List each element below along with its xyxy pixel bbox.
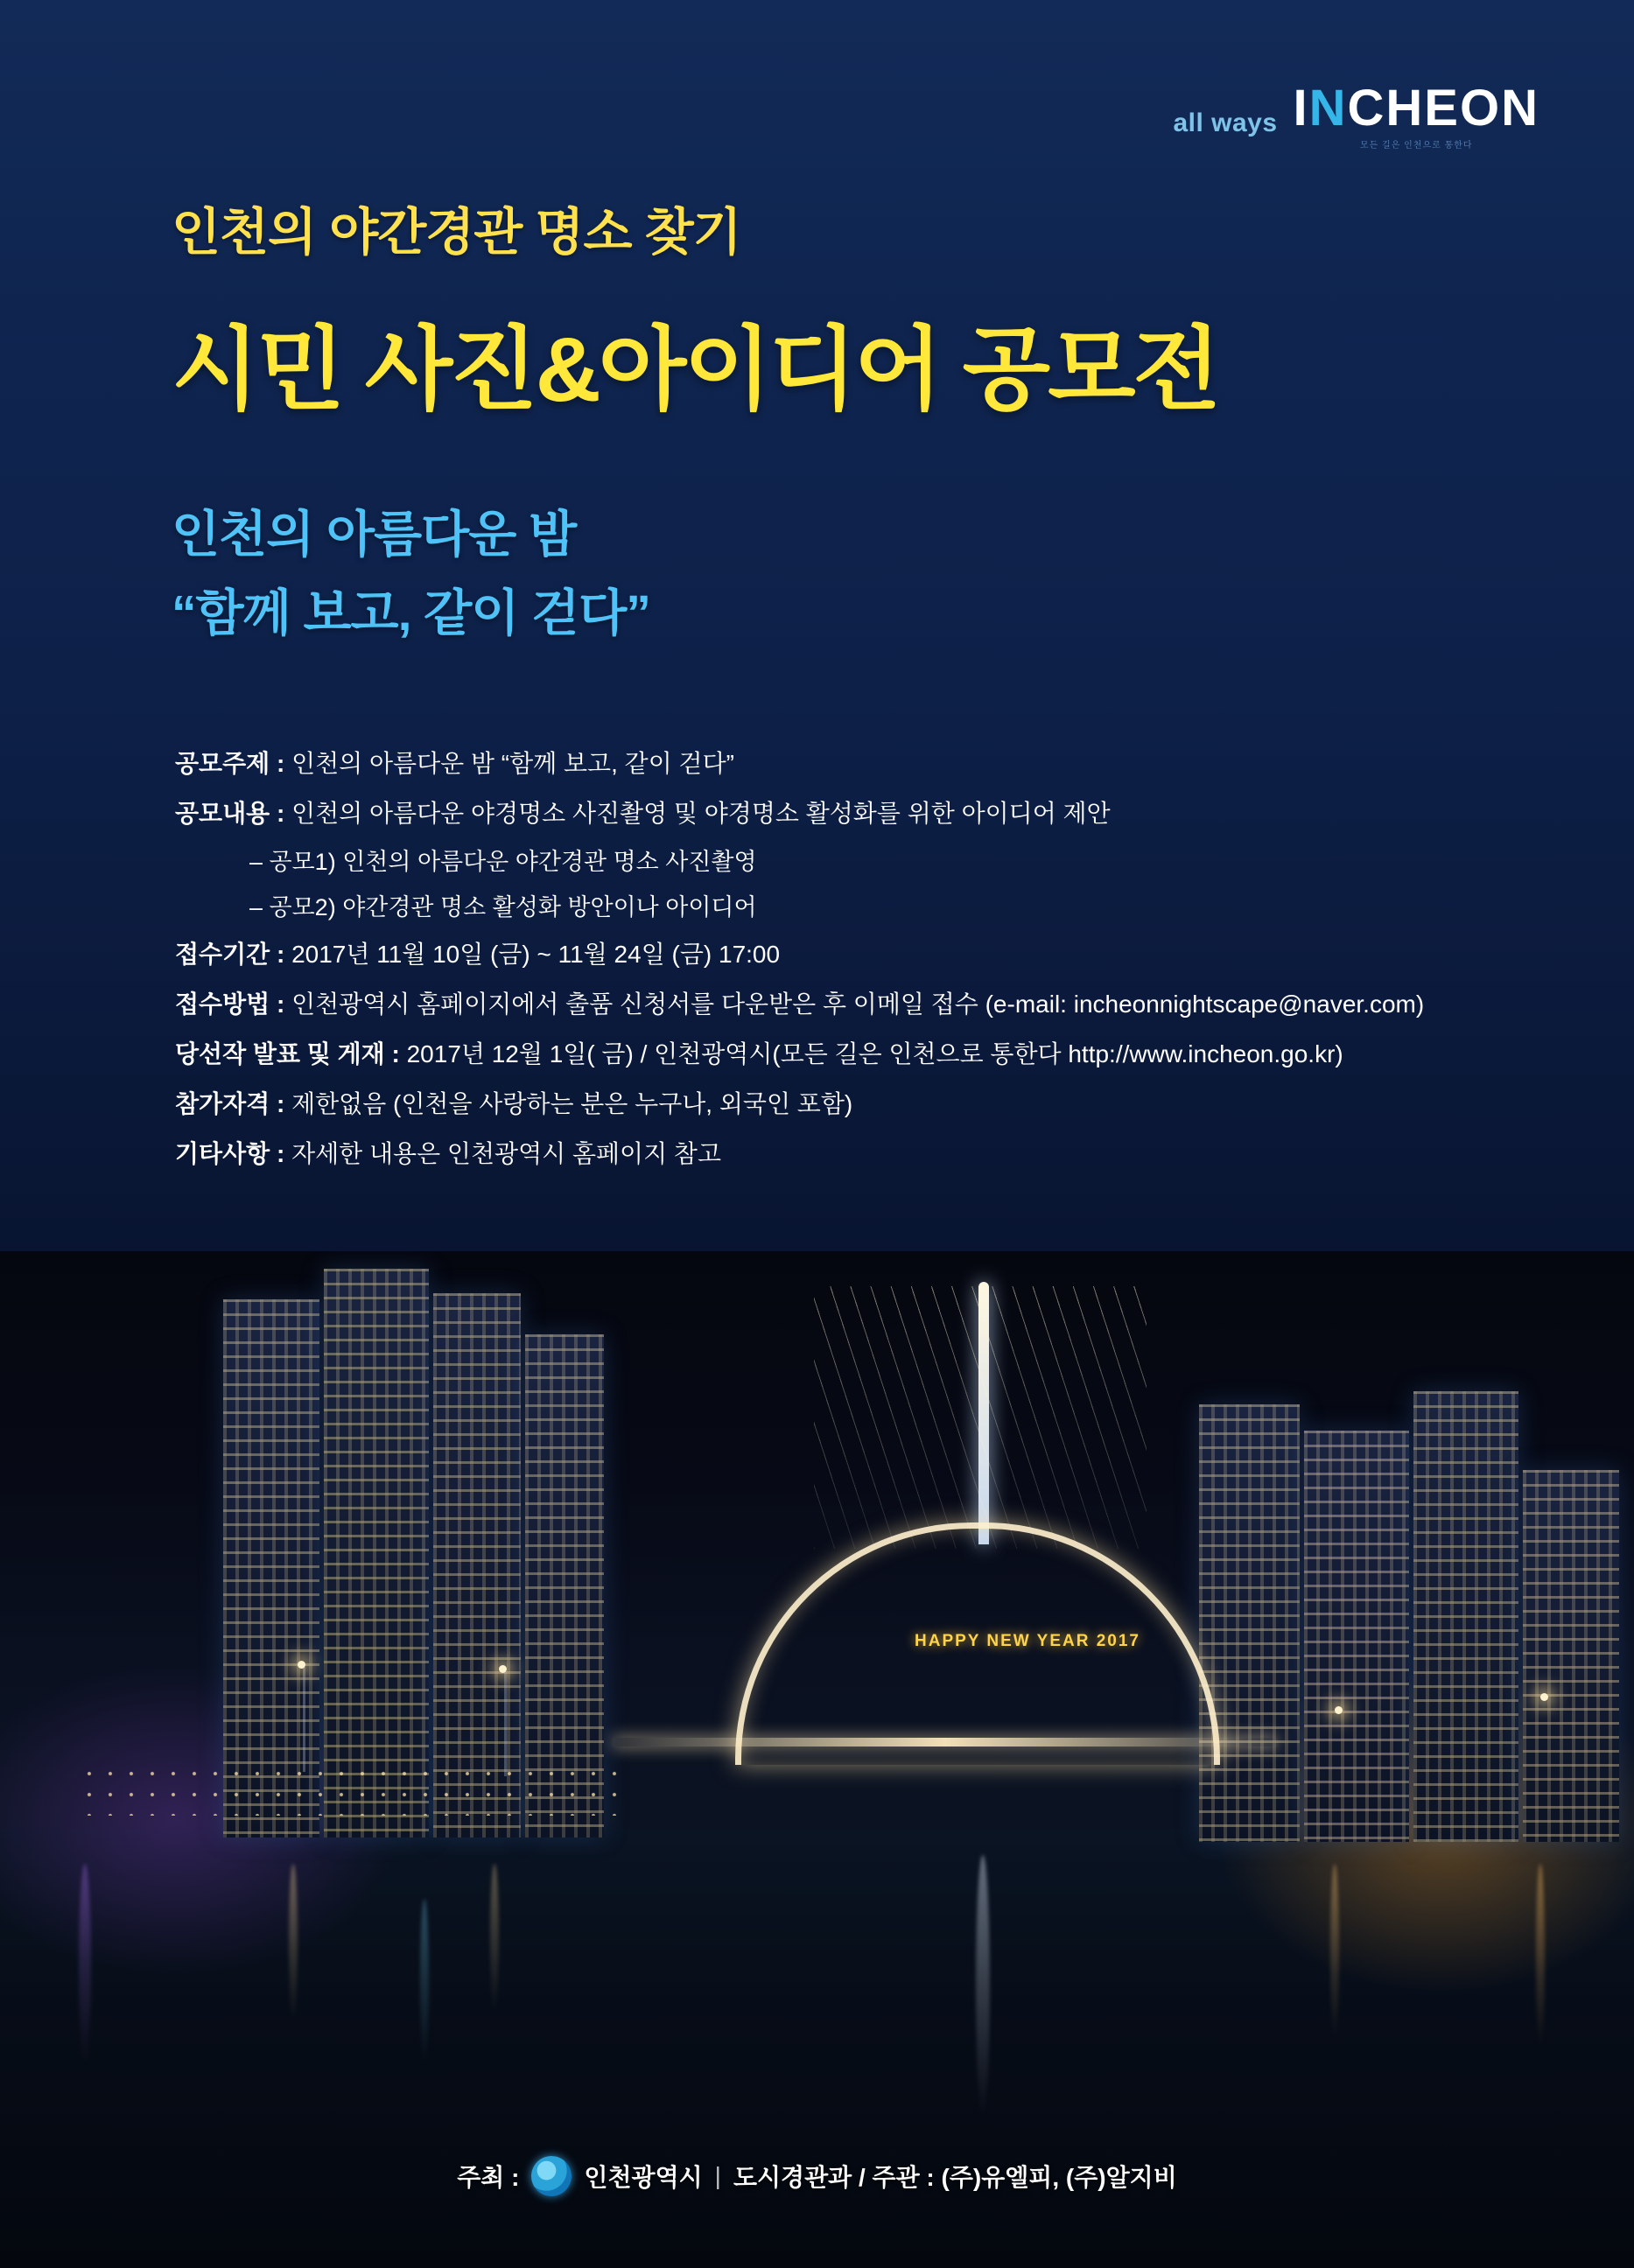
water-reflection: [490, 1864, 499, 2012]
incheon-brand-logo: [1173, 80, 1539, 150]
footer-host-name: 인천광역시: [584, 2164, 703, 2191]
water-reflection: [79, 1864, 91, 2065]
street-lamp-pole: [504, 1671, 507, 1776]
detail-value: 제한없음 (인천을 사랑하는 분은 누구나, 외국인 포함): [291, 1089, 853, 1117]
street-lamp-pole: [303, 1667, 305, 1772]
bridge-sign-text: HAPPY NEW YEAR 2017: [915, 1632, 1140, 1650]
detail-value: – 공모2) 야간경관 명소 활성화 방안이나 아이디어: [249, 893, 757, 920]
details-list: [175, 748, 1488, 1188]
building-tower: [324, 1269, 429, 1838]
detail-value: – 공모1) 인천의 아름다운 야간경관 명소 사진촬영: [249, 849, 757, 875]
poster-kicker: 인천의 야간경관 명소 찾기: [172, 204, 741, 261]
detail-label: 공모내용 :: [175, 800, 285, 827]
building-tower: [1523, 1470, 1619, 1842]
street-lamp-light: [499, 1665, 507, 1673]
water-reflection: [1330, 1864, 1339, 2039]
poster-title: 시민 사진&아이디어 공모전: [172, 319, 1218, 421]
detail-value: 인천의 아름다운 밤 “함께 보고, 같이 걷다”: [291, 750, 734, 777]
detail-label: 접수방법 :: [175, 990, 285, 1018]
poster-subtitle-line1: 인천의 아름다운 밤: [172, 507, 577, 563]
detail-row: [249, 893, 1488, 923]
detail-row: [175, 748, 1488, 779]
detail-value: 2017년 11월 10일 (금) ~ 11월 24일 (금) 17:00: [291, 940, 781, 968]
detail-label: 접수기간 :: [175, 940, 285, 968]
night-scene-photo: [0, 1251, 1634, 2268]
detail-value: 2017년 12월 1일( 금) / 인천광역시(모든 길은 인천으로 통한다 http://www.incheon.go.kr): [406, 1040, 1343, 1068]
footer-host-label: 주최 :: [457, 2164, 520, 2191]
bridge-cables: [814, 1286, 1147, 1549]
footer-credits: [0, 2156, 1634, 2196]
water-reflection: [976, 1855, 990, 2118]
logo-word-post: CHEON: [1347, 80, 1539, 136]
water-reflection: [420, 1899, 429, 2065]
building-tower: [1199, 1404, 1300, 1842]
footer-separator: |: [714, 2162, 721, 2189]
detail-row: [175, 989, 1488, 1019]
logo-incheon-wordmark: [1293, 80, 1539, 150]
footer-department: 도시경관과 / 주관 : (주)유엘피, (주)알지비: [733, 2164, 1177, 2191]
detail-row: [175, 1088, 1488, 1119]
detail-value: 인천광역시 홈페이지에서 출품 신청서를 다운받은 후 이메일 접수 (e-mail: incheonnightscape@naver.com): [291, 990, 1425, 1018]
logo-word-pre: I: [1293, 80, 1309, 136]
detail-row: [175, 939, 1488, 970]
detail-value: 자세한 내용은 인천광역시 홈페이지 참고: [291, 1139, 722, 1167]
detail-row: [175, 1039, 1488, 1069]
building-tower: [1304, 1431, 1409, 1842]
festival-string-lights: [79, 1763, 621, 1816]
street-lamp-light: [298, 1661, 305, 1669]
detail-label: 참가자격 :: [175, 1089, 285, 1117]
street-lamp-light: [1540, 1693, 1548, 1701]
detail-row: [175, 1138, 1488, 1169]
logo-word: [1293, 80, 1539, 136]
logo-tagline: 모든 길은 인천으로 통한다: [1359, 141, 1473, 150]
detail-value: 인천의 아름다운 야경명소 사진촬영 및 야경명소 활성화를 위한 아이디어 제안: [291, 800, 1111, 827]
detail-row: [175, 798, 1488, 829]
building-tower: [433, 1293, 521, 1838]
bridge-deck: [613, 1738, 1278, 1746]
detail-label: 기타사항 :: [175, 1139, 285, 1167]
street-lamp-light: [1335, 1706, 1343, 1714]
water-reflection: [289, 1864, 298, 2021]
logo-word-accent: N: [1308, 80, 1348, 136]
building-tower: [525, 1334, 604, 1838]
logo-allways-text: all ways: [1173, 108, 1278, 137]
poster-subtitle-line2: “함께 보고, 같이 걷다”: [172, 585, 650, 641]
water-reflection: [1536, 1864, 1545, 2048]
detail-row: [249, 848, 1488, 878]
detail-label: 당선작 발표 및 게재 :: [175, 1040, 400, 1068]
incheon-ci-icon: [531, 2156, 572, 2196]
detail-label: 공모주제 :: [175, 750, 285, 777]
building-tower: [1413, 1391, 1518, 1842]
